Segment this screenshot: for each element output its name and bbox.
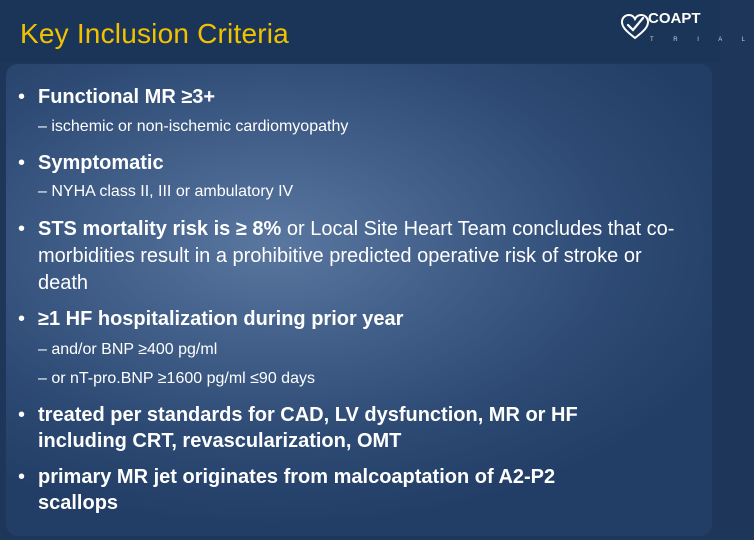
criterion-sub: – and/or BNP ≥400 pg/ml bbox=[38, 341, 218, 358]
criterion-bold: treated per standards for CAD, LV dysfunction, MR or HF including CRT, revascularization, OMT bbox=[38, 404, 578, 452]
slide-title: Key Inclusion Criteria bbox=[20, 18, 289, 49]
criterion-rest: or Local Site Heart Team concludes that co-morbidities result in a prohibitive predicted operative risk of stroke or death bbox=[38, 218, 675, 294]
logo-subtext: T R I A L bbox=[650, 37, 754, 43]
criterion-sub: – NYHA class II, III or ambulatory IV bbox=[38, 183, 294, 200]
bullet-glyph: • bbox=[18, 404, 26, 426]
criterion-bold: Symptomatic bbox=[38, 152, 164, 174]
bullet-glyph: • bbox=[18, 86, 26, 108]
criterion-bold: ≥1 HF hospitalization during prior year bbox=[38, 308, 404, 330]
criterion-bold: primary MR jet originates from malcoaptation of A2-P2 scallops bbox=[38, 466, 556, 514]
criterion-sub: – or nT-pro.BNP ≥1600 pg/ml ≤90 days bbox=[38, 370, 315, 387]
bullet-glyph: • bbox=[18, 308, 26, 330]
bullet-glyph: • bbox=[18, 152, 26, 174]
bullet-glyph: • bbox=[18, 218, 26, 240]
bullet-glyph: • bbox=[18, 466, 26, 488]
criterion-sub: – ischemic or non-ischemic cardiomyopathy bbox=[38, 118, 349, 135]
criterion-bold: STS mortality risk is ≥ 8% bbox=[38, 218, 282, 240]
logo-wordmark: COAPT bbox=[648, 10, 701, 27]
criterion-bold: Functional MR ≥3+ bbox=[38, 86, 216, 108]
